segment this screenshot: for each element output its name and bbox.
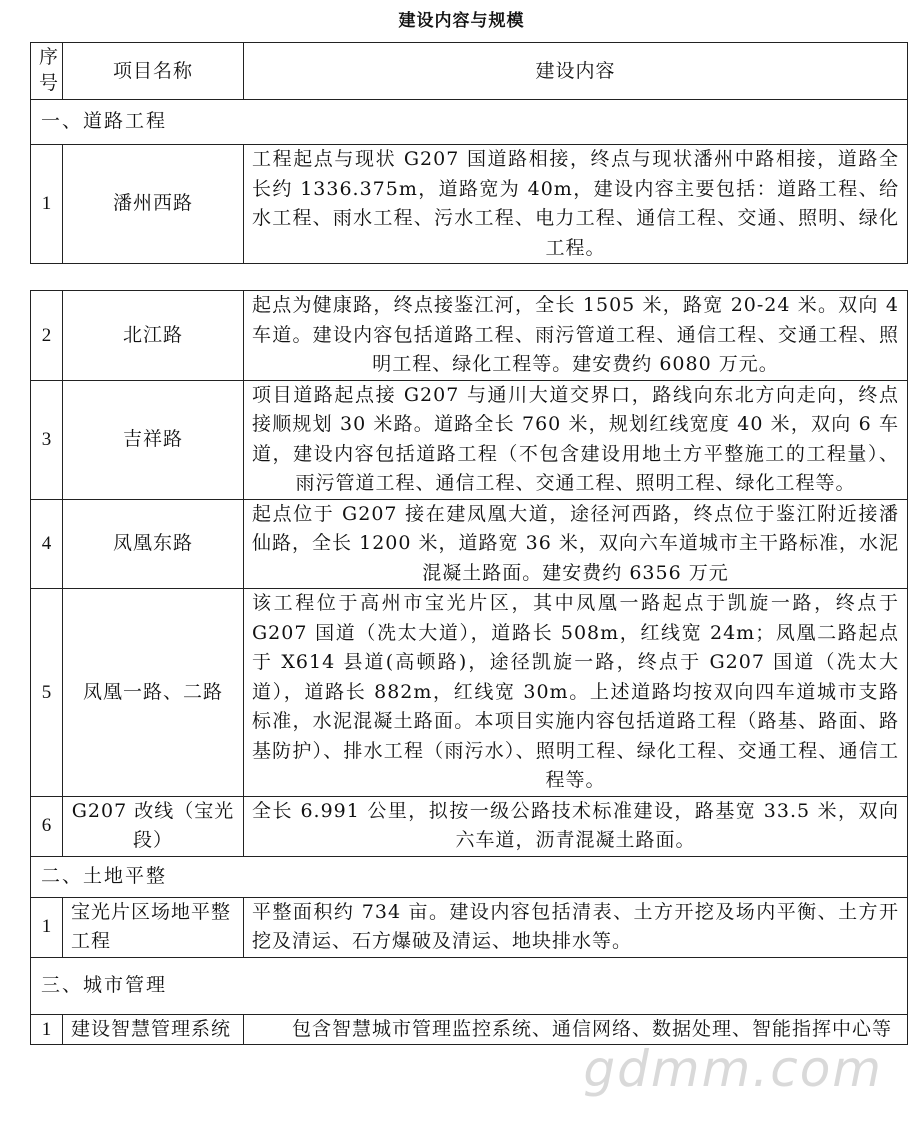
- row-content: 起点为健康路，终点接鉴江河，全长 1505 米，路宽 20-24 米。双向 4 车道。建设内容包括道路工程、雨污管道工程、通信工程、交通工程、照明工程、绿化工程等。建安费约 6080 万元。: [244, 291, 908, 381]
- row-content: 全长 6.991 公里，拟按一级公路技术标准建设，路基宽 33.5 米，双向六车道，沥青混凝土路面。: [244, 796, 908, 856]
- table-part-2: [30, 290, 908, 1045]
- row-no: 1: [31, 897, 63, 957]
- watermark: gdmm.com: [583, 1040, 883, 1098]
- header-content: 建设内容: [244, 43, 908, 100]
- row-name: 凤凰一路、二路: [63, 589, 244, 797]
- row-content: 项目道路起点接 G207 与通川大道交界口，路线向东北方向走向，终点接顺规划 30 米路。道路全长 760 米，规划红线宽度 40 米，双向 6 车道，建设内容包括道路工程（不包含建设用地土方平整施工的工程量）、雨污管道工程、通信工程、交通工程、照明工程、绿化工程等。: [244, 380, 908, 499]
- row-name: G207 改线（宝光段）: [63, 796, 244, 856]
- section-row: [31, 957, 908, 1014]
- row-content: 平整面积约 734 亩。建设内容包括清表、土方开挖及场内平衡、土方开挖及清运、石方爆破及清运、地块排水等。: [244, 897, 908, 957]
- table-part-1: [30, 42, 908, 264]
- table-header-row: [31, 43, 908, 100]
- row-content: 工程起点与现状 G207 国道路相接，终点与现状潘州中路相接，道路全长约 1336.375m，道路宽为 40m，建设内容主要包括：道路工程、给水工程、雨水工程、污水工程、电力工程、通信工程、交通、照明、绿化工程。: [244, 145, 908, 264]
- row-no: 1: [31, 145, 63, 264]
- row-no: 2: [31, 291, 63, 381]
- section-row: [31, 856, 908, 897]
- table-row: [31, 145, 908, 264]
- table-row: [31, 589, 908, 797]
- row-content: 包含智慧城市管理监控系统、通信网络、数据处理、智能指挥中心等: [244, 1014, 908, 1045]
- row-no: 6: [31, 796, 63, 856]
- header-no: 序号: [31, 43, 63, 100]
- table-row: [31, 380, 908, 499]
- section-land: 二、土地平整: [31, 856, 908, 897]
- section-row: [31, 100, 908, 145]
- section-city: 三、城市管理: [31, 957, 908, 1014]
- header-name: 项目名称: [63, 43, 244, 100]
- row-content: 该工程位于高州市宝光片区，其中凤凰一路起点于凯旋一路，终点于 G207 国道（冼太大道），道路长 508m，红线宽 24m；凤凰二路起点于 X614 县道(高顿路)，途径凯旋一路，终点于 G207 国道（冼太大道），道路长 882m，红线宽 30m。上述道路均按双向四车道城市支路标准，水泥混凝土路面。本项目实施内容包括道路工程（路基、路面、路基防护）、排水工程（雨污水）、照明工程、绿化工程、交通工程、通信工程等。: [244, 589, 908, 797]
- row-name: 潘州西路: [63, 145, 244, 264]
- row-no: 4: [31, 499, 63, 589]
- document-title: 建设内容与规模: [398, 11, 525, 31]
- table-row: [31, 796, 908, 856]
- row-no: 1: [31, 1014, 63, 1045]
- row-name: 北江路: [63, 291, 244, 381]
- section-road: 一、道路工程: [31, 100, 908, 145]
- table-row: [31, 291, 908, 381]
- row-no: 3: [31, 380, 63, 499]
- table-row: [31, 897, 908, 957]
- table-row: [31, 499, 908, 589]
- row-name: 吉祥路: [63, 380, 244, 499]
- row-name: 凤凰东路: [63, 499, 244, 589]
- row-content: 起点位于 G207 接在建凤凰大道，途径河西路，终点位于鉴江附近接潘仙路，全长 1200 米，道路宽 36 米，双向六车道城市主干路标准，水泥混凝土路面。建安费约 6356 万元: [244, 499, 908, 589]
- row-name: 宝光片区场地平整工程: [63, 897, 244, 957]
- row-name: 建设智慧管理系统: [63, 1014, 244, 1045]
- row-no: 5: [31, 589, 63, 797]
